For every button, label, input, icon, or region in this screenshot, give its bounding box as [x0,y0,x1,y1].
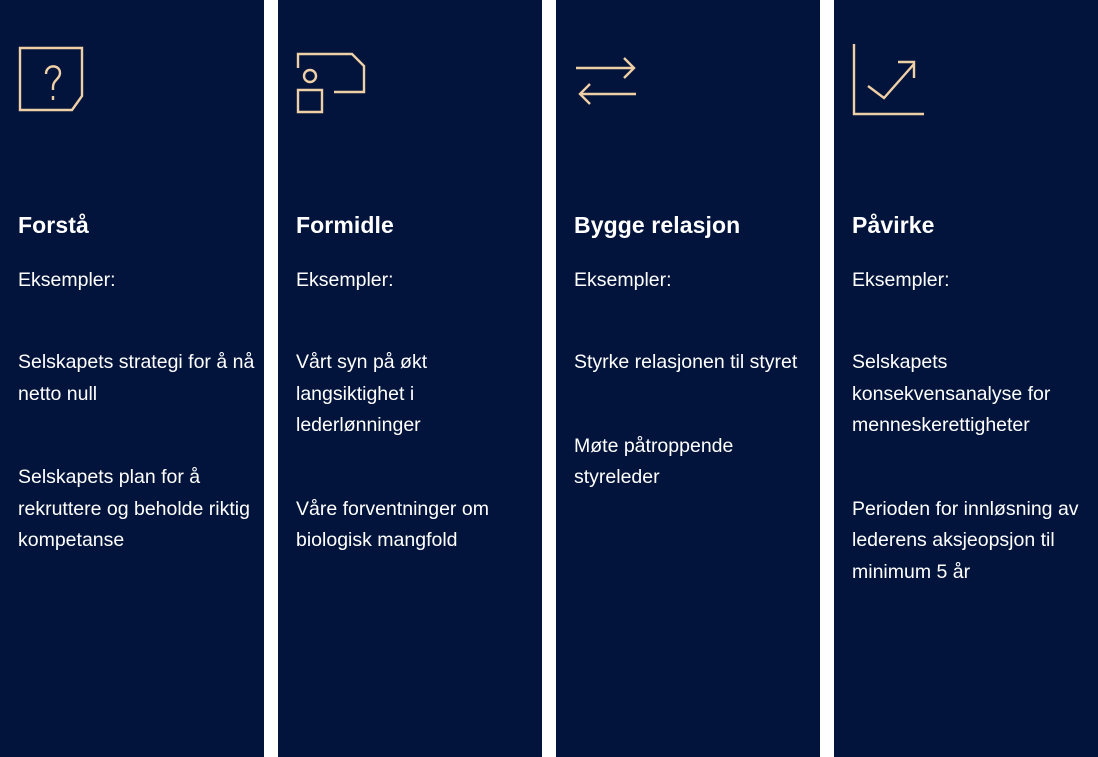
question-note-icon [18,44,90,116]
example-item: Perioden for innløsning av lederens aksjeopsjon til minimum 5 år [852,497,1079,583]
panel-title: Påvirke [852,212,935,238]
example-item: Selskapets strategi for å nå netto null [18,351,255,405]
example-item: Selskapets konsekvensanalyse for menneskerettigheter [852,351,1051,436]
panel-title: Bygge relasjon [574,212,741,238]
panel-title: Forstå [18,212,89,238]
panel-subtitle: Eksempler: [574,269,672,291]
example-list [18,347,262,609]
exchange-arrows-icon [574,44,646,116]
presenter-board-icon [296,44,368,116]
panel-forsta [0,0,264,757]
panel-subtitle: Eksempler: [296,269,394,291]
example-list [296,347,540,609]
example-list [574,347,818,546]
example-item: Våre forventninger om biologisk mangfold [296,497,489,551]
panel-subtitle: Eksempler: [18,269,116,291]
example-item: Selskapets plan for å rekruttere og beholde riktig kompetanse [18,466,250,551]
trend-up-chart-icon [852,44,924,116]
example-list [852,347,1096,640]
panel-title: Formidle [296,212,394,238]
example-item: Vårt syn på økt langsiktighet i lederlønninger [296,351,428,436]
panel-bygge-relasjon [556,0,820,757]
panel-pavirke [834,0,1098,757]
panel-formidle [278,0,542,757]
panel-subtitle: Eksempler: [852,269,950,291]
example-item: Styrke relasjonen til styret [574,351,798,373]
example-item: Møte påtroppende styreleder [574,434,734,488]
